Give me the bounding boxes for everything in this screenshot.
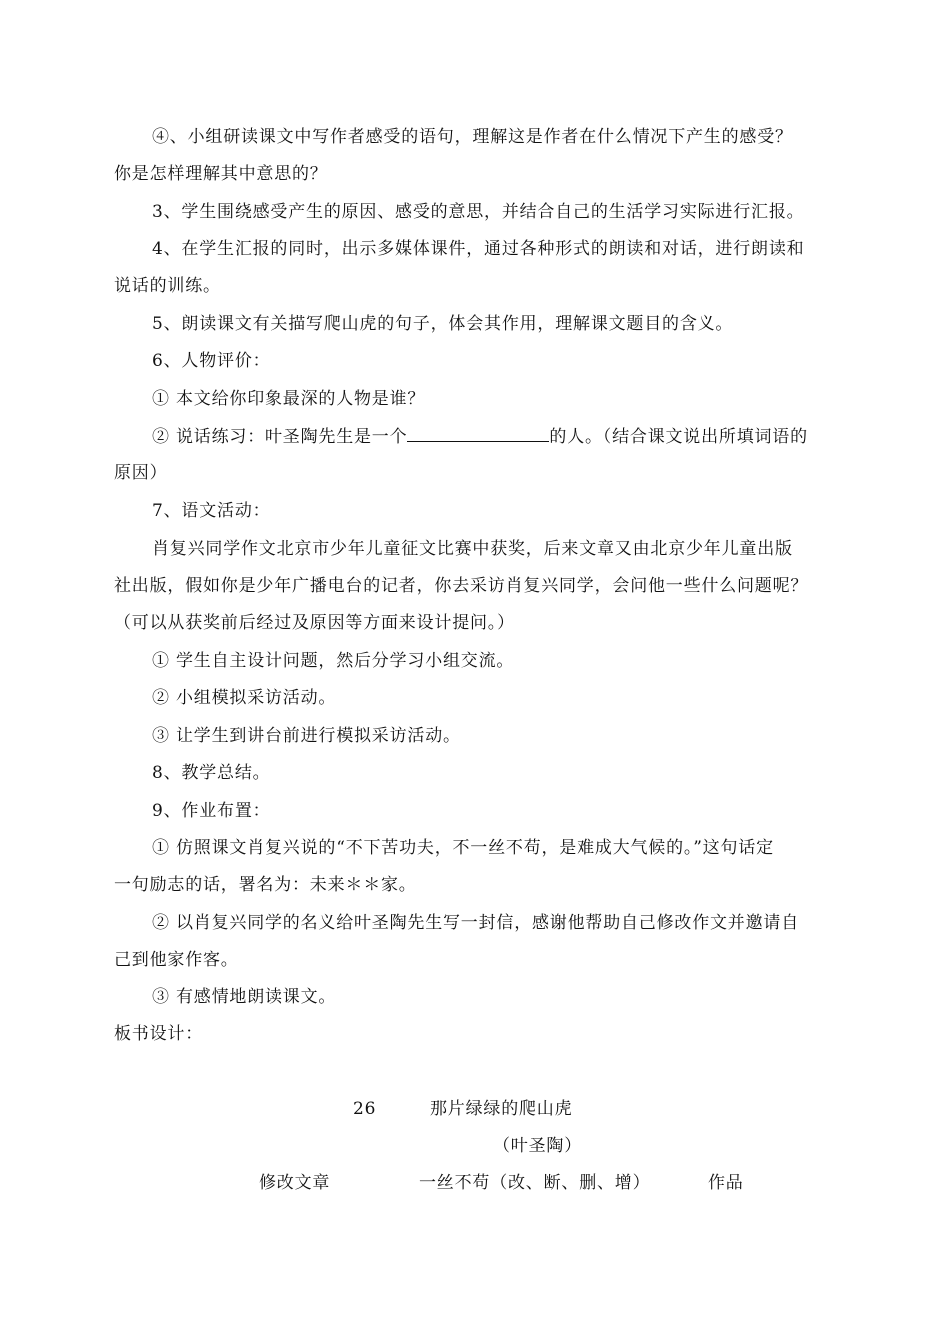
board-design-heading: 板书设计： [114, 1024, 203, 1044]
list-item [152, 425, 808, 448]
list-item: ③ 有感情地朗读课文。 [152, 987, 337, 1007]
paragraph-line: 原因） [114, 463, 168, 483]
list-item-text: 的人。（结合课文说出所填词语的 [549, 427, 808, 447]
list-item: ① 学生自主设计问题，然后分学习小组交流。 [152, 651, 515, 671]
paragraph-line: （可以从获奖前后经过及原因等方面来设计提问。） [114, 613, 515, 633]
board-right-item: 作品 [708, 1173, 744, 1193]
list-item: ② 以肖复兴同学的名义给叶圣陶先生写一封信，感谢他帮助自己修改作文并邀请自 [152, 913, 800, 933]
section-heading: 7、语文活动： [152, 501, 271, 521]
list-item-text: ② 说话练习：叶圣陶先生是一个 [152, 427, 408, 447]
paragraph-line: 4、在学生汇报的同时，出示多媒体课件，通过各种形式的朗读和对话，进行朗读和 [152, 239, 805, 259]
board-left-item: 修改文章 [259, 1173, 331, 1193]
lesson-title: 那片绿绿的爬山虎 [430, 1099, 573, 1119]
paragraph-line: 社出版，假如你是少年广播电台的记者，你去采访肖复兴同学，会问他一些什么问题呢？ [114, 576, 809, 596]
list-item: ③ 让学生到讲台前进行模拟采访活动。 [152, 726, 461, 746]
fill-in-blank [407, 425, 549, 442]
section-heading: 6、人物评价： [152, 351, 271, 371]
section-heading: 9、作业布置： [152, 801, 271, 821]
section-heading: 8、教学总结。 [152, 763, 271, 783]
paragraph-line: 5、朗读课文有关描写爬山虎的句子，体会其作用，理解课文题目的含义。 [152, 314, 734, 334]
paragraph-line: 肖复兴同学作文北京市少年儿童征文比赛中获奖，后来文章又由北京少年儿童出版 [152, 539, 793, 559]
paragraph-line: 一句励志的话，署名为：未来＊＊家。 [114, 875, 417, 895]
board-middle-item: 一丝不苟（改、断、删、增） [419, 1173, 651, 1193]
lesson-author: （叶圣陶） [493, 1136, 582, 1156]
list-item: ② 小组模拟采访活动。 [152, 688, 337, 708]
paragraph-line: 说话的训练。 [114, 276, 221, 296]
paragraph-line: 你是怎样理解其中意思的？ [114, 164, 328, 184]
paragraph-line: 己到他家作客。 [114, 950, 239, 970]
paragraph-line: ④、小组研读课文中写作者感受的语句，理解这是作者在什么情况下产生的感受？ [152, 127, 793, 147]
list-item: ① 本文给你印象最深的人物是谁？ [152, 389, 426, 409]
paragraph-line: 3、学生围绕感受产生的原因、感受的意思，并结合自己的生活学习实际进行汇报。 [152, 202, 805, 222]
list-item: ① 仿照课文肖复兴说的“不下苦功夫，不一丝不苟，是难成大气候的。”这句话定 [152, 838, 774, 858]
lesson-number: 26 [353, 1099, 377, 1119]
